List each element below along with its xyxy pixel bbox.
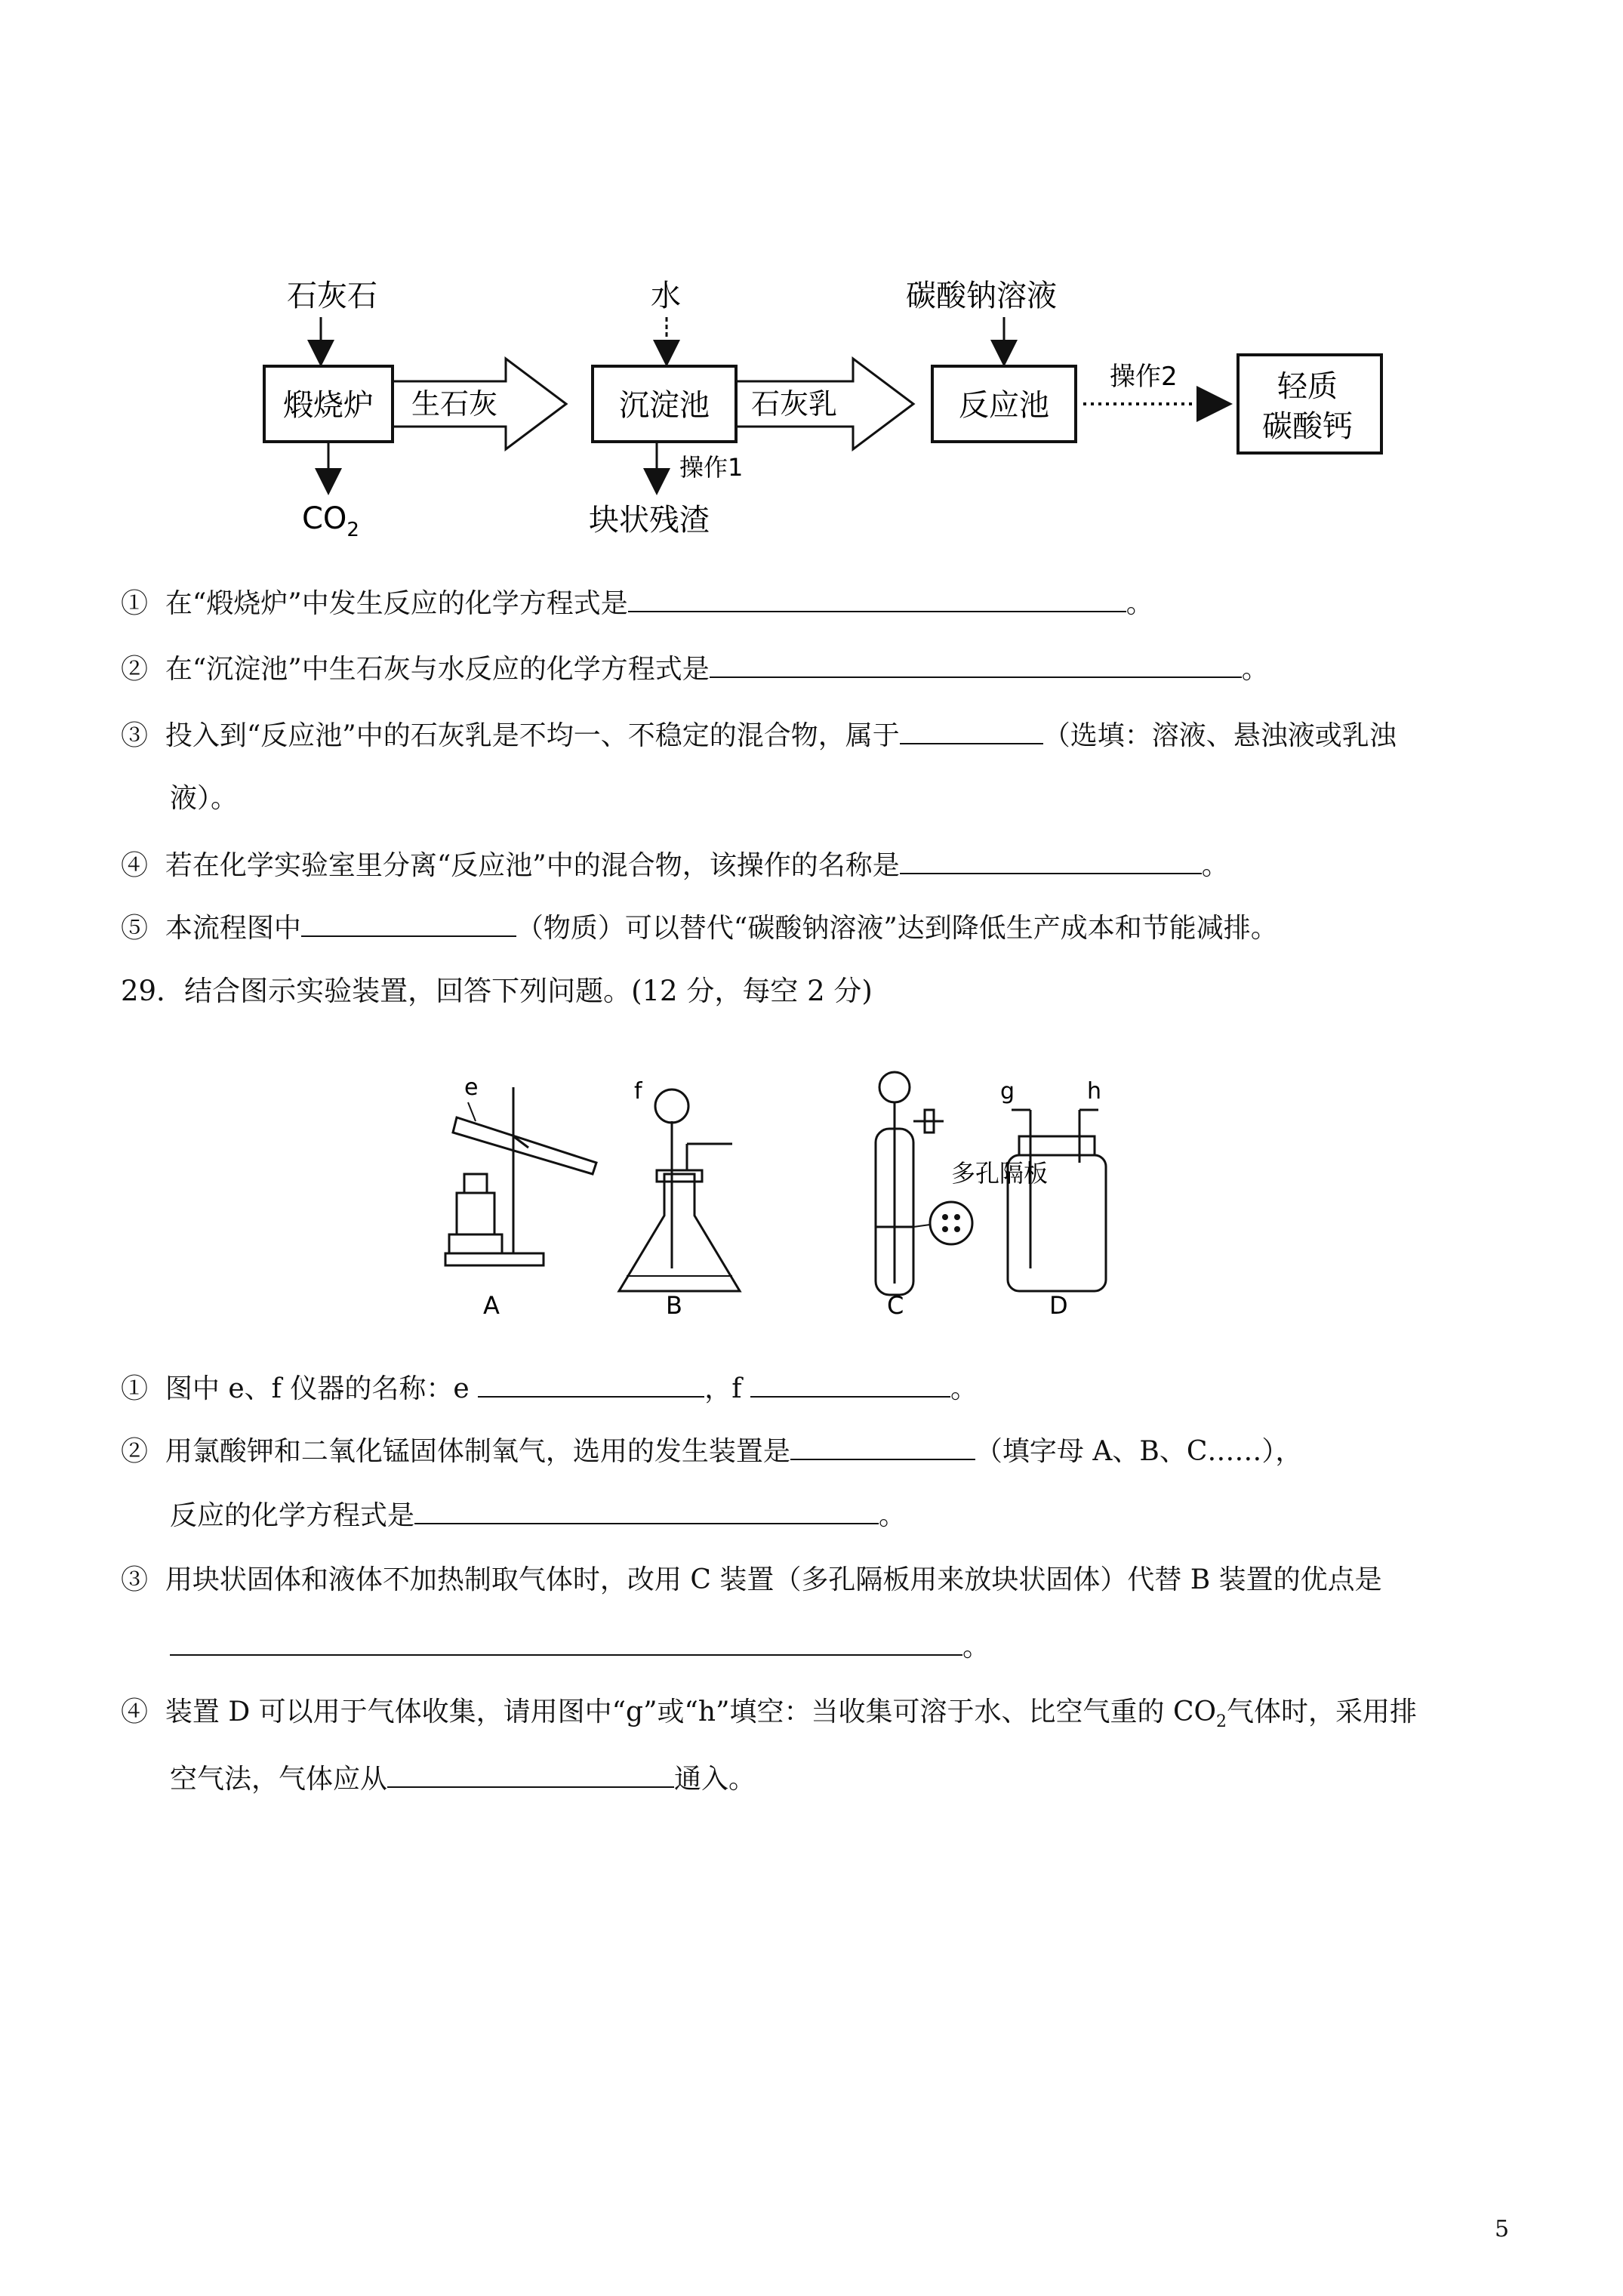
q29-title: 29．结合图示实验装置，回答下列问题。(12 分，每空 2 分) bbox=[121, 975, 873, 1007]
q29-s3-cont: 。 bbox=[170, 1629, 990, 1665]
page-number: 5 bbox=[1495, 2216, 1510, 2242]
answer-blank[interactable] bbox=[414, 1497, 879, 1524]
svg-text:操作1: 操作1 bbox=[679, 453, 744, 482]
svg-text:生石灰: 生石灰 bbox=[411, 387, 498, 421]
svg-text:碳酸钙: 碳酸钙 bbox=[1262, 409, 1353, 444]
q29-s2: ② 用氯酸钾和二氧化锰固体制氧气，选用的发生装置是 （填字母 A、B、C……）， bbox=[121, 1433, 1302, 1469]
answer-blank[interactable] bbox=[170, 1629, 962, 1656]
q28-s5: ⑤ 本流程图中 （物质）可以替代“碳酸钠溶液”达到降低生产成本和节能减排。 bbox=[121, 910, 1278, 946]
q28-s1: ① 在“煅烧炉”中发生反应的化学方程式是 。 bbox=[121, 585, 1153, 621]
label-e: e bbox=[464, 1074, 479, 1101]
label-porous-plate: 多孔隔板 bbox=[951, 1159, 1049, 1188]
svg-text:石灰乳: 石灰乳 bbox=[751, 387, 838, 421]
q28-s2: ② 在“沉淀池”中生石灰与水反应的化学方程式是 。 bbox=[121, 651, 1269, 687]
answer-blank[interactable] bbox=[750, 1370, 950, 1398]
answer-blank[interactable] bbox=[301, 910, 516, 937]
answer-blank[interactable] bbox=[387, 1761, 674, 1788]
output-co2: $CO_2$ bbox=[302, 501, 359, 541]
output-residue: 块状残渣 bbox=[589, 503, 710, 538]
q29-s4-cont: 空气法，气体应从 通入。 bbox=[170, 1761, 756, 1797]
svg-text:轻质: 轻质 bbox=[1277, 369, 1338, 404]
input-water: 水 bbox=[651, 279, 681, 313]
q29-s4: ④ 装置 D 可以用于气体收集，请用图中“g”或“h”填空：当收集可溶于水、比空气重的 $CO_2$气体时，采用排 bbox=[121, 1697, 1418, 1732]
answer-blank[interactable] bbox=[478, 1370, 704, 1398]
label-f: f bbox=[634, 1078, 642, 1105]
input-limestone: 石灰石 bbox=[287, 279, 377, 313]
label-h: h bbox=[1087, 1078, 1102, 1105]
label-g: g bbox=[1000, 1078, 1015, 1105]
apparatus-figure bbox=[423, 1065, 1238, 1321]
q29-s2-cont: 反应的化学方程式是 。 bbox=[170, 1497, 906, 1533]
q29-s3: ③ 用块状固体和液体不加热制取气体时，改用 C 装置（多孔隔板用来放块状固体）代替 B 装置的优点是 bbox=[121, 1564, 1382, 1595]
q29-s1: ① 图中 e、f 仪器的名称：e ，f 。 bbox=[121, 1370, 978, 1407]
answer-blank[interactable] bbox=[900, 717, 1043, 744]
label-c: C bbox=[887, 1291, 904, 1320]
label-b: B bbox=[666, 1291, 682, 1320]
svg-text:煅烧炉: 煅烧炉 bbox=[283, 388, 374, 423]
answer-blank[interactable] bbox=[710, 651, 1242, 678]
process-flow-diagram bbox=[249, 264, 1397, 566]
answer-blank[interactable] bbox=[790, 1433, 975, 1460]
input-soda: 碳酸钠溶液 bbox=[906, 279, 1057, 313]
answer-blank[interactable] bbox=[900, 847, 1202, 874]
svg-text:操作2: 操作2 bbox=[1110, 362, 1178, 392]
q28-s3-cont: 液）。 bbox=[170, 783, 239, 814]
label-a: A bbox=[483, 1291, 500, 1320]
answer-blank[interactable] bbox=[628, 585, 1126, 612]
svg-text:沉淀池: 沉淀池 bbox=[619, 388, 710, 423]
q28-s4: ④ 若在化学实验室里分离“反应池”中的混合物，该操作的名称是 。 bbox=[121, 847, 1229, 883]
label-d: D bbox=[1049, 1291, 1068, 1320]
q28-s3: ③ 投入到“反应池”中的石灰乳是不均一、不稳定的混合物，属于 （选填：溶液、悬浊液或乳浊 bbox=[121, 717, 1397, 754]
svg-text:反应池: 反应池 bbox=[959, 388, 1049, 423]
